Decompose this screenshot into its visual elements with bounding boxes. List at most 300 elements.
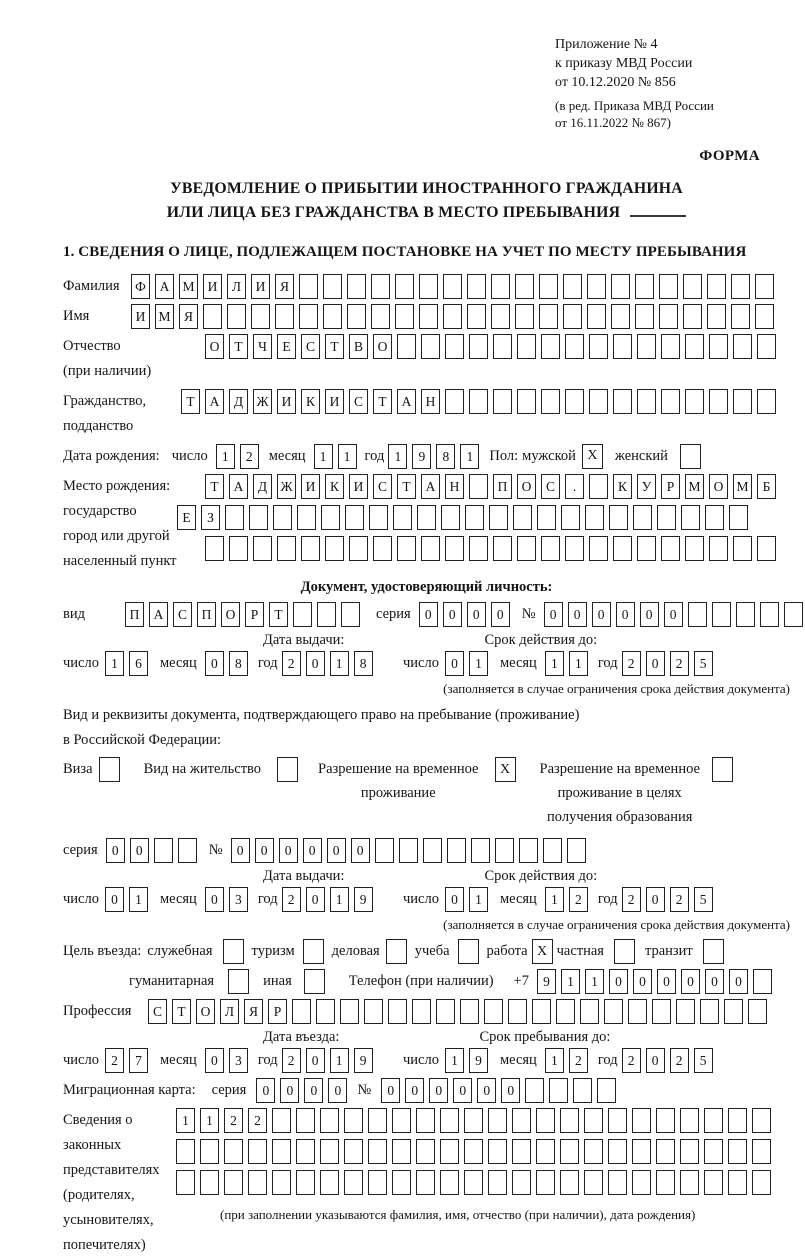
form-cell[interactable] bbox=[632, 1139, 651, 1164]
form-cell[interactable] bbox=[491, 304, 510, 329]
purpose-other-checkbox[interactable] bbox=[304, 969, 325, 994]
form-cell[interactable] bbox=[368, 1170, 387, 1195]
form-cell[interactable]: 9 bbox=[412, 444, 431, 469]
residence-issue-year-cells[interactable] bbox=[282, 887, 373, 912]
form-cell[interactable]: М bbox=[685, 474, 704, 499]
form-cell[interactable]: 2 bbox=[105, 1048, 124, 1073]
form-cell[interactable]: И bbox=[131, 304, 150, 329]
form-cell[interactable] bbox=[676, 999, 695, 1024]
stay-year-cells[interactable] bbox=[622, 1048, 713, 1073]
form-cell[interactable] bbox=[320, 1139, 339, 1164]
form-cell[interactable]: 0 bbox=[592, 602, 611, 627]
form-cell[interactable] bbox=[445, 536, 464, 561]
form-cell[interactable]: 1 bbox=[569, 651, 588, 676]
form-cell[interactable] bbox=[517, 389, 536, 414]
form-cell[interactable]: И bbox=[277, 389, 296, 414]
form-cell[interactable] bbox=[349, 536, 368, 561]
form-cell[interactable]: А bbox=[229, 474, 248, 499]
form-cell[interactable]: О bbox=[709, 474, 728, 499]
form-cell[interactable] bbox=[488, 1170, 507, 1195]
form-cell[interactable]: 0 bbox=[609, 969, 628, 994]
form-cell[interactable] bbox=[469, 389, 488, 414]
form-cell[interactable] bbox=[253, 536, 272, 561]
form-cell[interactable]: 1 bbox=[469, 651, 488, 676]
form-cell[interactable]: 0 bbox=[255, 838, 274, 863]
form-cell[interactable] bbox=[681, 505, 700, 530]
form-cell[interactable] bbox=[368, 1139, 387, 1164]
form-cell[interactable] bbox=[587, 274, 606, 299]
temp-residence-checkbox[interactable]: X bbox=[495, 757, 516, 782]
purpose-private-checkbox[interactable] bbox=[614, 939, 635, 964]
form-cell[interactable]: 3 bbox=[229, 1048, 248, 1073]
form-cell[interactable]: 0 bbox=[306, 1048, 325, 1073]
form-cell[interactable] bbox=[537, 505, 556, 530]
form-cell[interactable] bbox=[512, 1139, 531, 1164]
residence-valid-month-cells[interactable] bbox=[545, 887, 588, 912]
form-cell[interactable] bbox=[416, 1170, 435, 1195]
form-cell[interactable] bbox=[395, 274, 414, 299]
form-cell[interactable] bbox=[296, 1108, 315, 1133]
form-cell[interactable]: Ч bbox=[253, 334, 272, 359]
form-cell[interactable]: И bbox=[251, 274, 270, 299]
form-cell[interactable]: 0 bbox=[205, 887, 224, 912]
form-cell[interactable] bbox=[178, 838, 197, 863]
form-cell[interactable] bbox=[321, 505, 340, 530]
form-cell[interactable]: 1 bbox=[445, 1048, 464, 1073]
form-cell[interactable] bbox=[491, 274, 510, 299]
birth-place-cells-row2[interactable] bbox=[177, 505, 776, 530]
form-cell[interactable]: К bbox=[613, 474, 632, 499]
doc-series-cells[interactable] bbox=[419, 602, 510, 627]
residence-valid-year-cells[interactable] bbox=[622, 887, 713, 912]
form-cell[interactable]: Е bbox=[177, 505, 196, 530]
purpose-transit-checkbox[interactable] bbox=[703, 939, 724, 964]
form-cell[interactable] bbox=[421, 334, 440, 359]
form-cell[interactable] bbox=[323, 274, 342, 299]
form-cell[interactable] bbox=[657, 505, 676, 530]
form-cell[interactable] bbox=[316, 999, 335, 1024]
form-cell[interactable] bbox=[604, 999, 623, 1024]
form-cell[interactable] bbox=[272, 1170, 291, 1195]
form-cell[interactable]: 8 bbox=[354, 651, 373, 676]
form-cell[interactable] bbox=[341, 602, 360, 627]
form-cell[interactable]: 0 bbox=[303, 838, 322, 863]
form-cell[interactable]: 1 bbox=[314, 444, 333, 469]
form-cell[interactable] bbox=[447, 838, 466, 863]
form-cell[interactable]: 0 bbox=[568, 602, 587, 627]
form-cell[interactable] bbox=[512, 1170, 531, 1195]
form-cell[interactable]: 2 bbox=[248, 1108, 267, 1133]
form-cell[interactable]: Т bbox=[269, 602, 288, 627]
form-cell[interactable]: 2 bbox=[670, 651, 689, 676]
form-cell[interactable] bbox=[440, 1108, 459, 1133]
issue-day-cells[interactable] bbox=[105, 651, 148, 676]
form-cell[interactable]: 9 bbox=[537, 969, 556, 994]
form-cell[interactable] bbox=[700, 999, 719, 1024]
form-cell[interactable]: 0 bbox=[205, 651, 224, 676]
form-cell[interactable] bbox=[293, 602, 312, 627]
form-cell[interactable] bbox=[563, 304, 582, 329]
form-cell[interactable] bbox=[301, 536, 320, 561]
form-cell[interactable] bbox=[565, 389, 584, 414]
form-cell[interactable]: 0 bbox=[328, 1078, 347, 1103]
form-cell[interactable] bbox=[493, 389, 512, 414]
form-cell[interactable] bbox=[757, 389, 776, 414]
form-cell[interactable] bbox=[635, 274, 654, 299]
form-cell[interactable]: С bbox=[373, 474, 392, 499]
form-cell[interactable]: 1 bbox=[585, 969, 604, 994]
entry-day-cells[interactable] bbox=[105, 1048, 148, 1073]
form-cell[interactable]: 0 bbox=[544, 602, 563, 627]
form-cell[interactable] bbox=[560, 1139, 579, 1164]
form-cell[interactable]: Т bbox=[172, 999, 191, 1024]
form-cell[interactable] bbox=[515, 304, 534, 329]
form-cell[interactable]: А bbox=[205, 389, 224, 414]
form-cell[interactable] bbox=[635, 304, 654, 329]
purpose-humanitarian-checkbox[interactable] bbox=[228, 969, 249, 994]
form-cell[interactable] bbox=[712, 602, 731, 627]
form-cell[interactable]: П bbox=[125, 602, 144, 627]
form-cell[interactable]: 0 bbox=[443, 602, 462, 627]
form-cell[interactable]: Я bbox=[244, 999, 263, 1024]
form-cell[interactable] bbox=[388, 999, 407, 1024]
form-cell[interactable]: И bbox=[349, 474, 368, 499]
form-cell[interactable] bbox=[395, 304, 414, 329]
form-cell[interactable] bbox=[249, 505, 268, 530]
birth-day-cells[interactable] bbox=[216, 444, 259, 469]
form-cell[interactable] bbox=[251, 304, 270, 329]
form-cell[interactable] bbox=[541, 334, 560, 359]
form-cell[interactable] bbox=[277, 536, 296, 561]
form-cell[interactable]: Т bbox=[325, 334, 344, 359]
form-cell[interactable] bbox=[224, 1170, 243, 1195]
form-cell[interactable] bbox=[613, 334, 632, 359]
form-cell[interactable] bbox=[755, 274, 774, 299]
form-cell[interactable] bbox=[536, 1108, 555, 1133]
form-cell[interactable] bbox=[397, 536, 416, 561]
form-cell[interactable] bbox=[292, 999, 311, 1024]
form-cell[interactable] bbox=[248, 1170, 267, 1195]
form-cell[interactable] bbox=[392, 1139, 411, 1164]
form-cell[interactable]: 2 bbox=[670, 887, 689, 912]
form-cell[interactable]: 0 bbox=[280, 1078, 299, 1103]
form-cell[interactable] bbox=[755, 304, 774, 329]
form-cell[interactable]: 8 bbox=[436, 444, 455, 469]
form-cell[interactable] bbox=[488, 1139, 507, 1164]
form-cell[interactable] bbox=[299, 304, 318, 329]
form-cell[interactable]: 2 bbox=[622, 651, 641, 676]
form-cell[interactable] bbox=[707, 304, 726, 329]
form-cell[interactable] bbox=[440, 1170, 459, 1195]
form-cell[interactable] bbox=[584, 1170, 603, 1195]
form-cell[interactable]: В bbox=[349, 334, 368, 359]
form-cell[interactable] bbox=[399, 838, 418, 863]
representatives-cells-row1[interactable] bbox=[176, 1108, 771, 1133]
form-cell[interactable] bbox=[445, 389, 464, 414]
form-cell[interactable] bbox=[637, 334, 656, 359]
form-cell[interactable] bbox=[632, 1170, 651, 1195]
form-cell[interactable]: 0 bbox=[681, 969, 700, 994]
form-cell[interactable] bbox=[585, 505, 604, 530]
form-cell[interactable] bbox=[685, 334, 704, 359]
form-cell[interactable] bbox=[608, 1108, 627, 1133]
form-cell[interactable] bbox=[661, 334, 680, 359]
sex-male-checkbox[interactable]: X bbox=[582, 444, 603, 469]
form-cell[interactable]: 1 bbox=[200, 1108, 219, 1133]
form-cell[interactable]: К bbox=[325, 474, 344, 499]
form-cell[interactable] bbox=[488, 1108, 507, 1133]
form-cell[interactable] bbox=[320, 1108, 339, 1133]
form-cell[interactable] bbox=[320, 1170, 339, 1195]
valid-day-cells[interactable] bbox=[445, 651, 488, 676]
form-cell[interactable]: 3 bbox=[229, 887, 248, 912]
form-cell[interactable] bbox=[373, 536, 392, 561]
form-cell[interactable] bbox=[733, 389, 752, 414]
form-cell[interactable]: Л bbox=[220, 999, 239, 1024]
form-cell[interactable]: С bbox=[301, 334, 320, 359]
form-cell[interactable]: 8 bbox=[229, 651, 248, 676]
form-cell[interactable] bbox=[731, 274, 750, 299]
form-cell[interactable] bbox=[371, 304, 390, 329]
form-cell[interactable] bbox=[325, 536, 344, 561]
form-cell[interactable] bbox=[344, 1139, 363, 1164]
form-cell[interactable] bbox=[248, 1139, 267, 1164]
stay-month-cells[interactable] bbox=[545, 1048, 588, 1073]
form-cell[interactable] bbox=[628, 999, 647, 1024]
form-cell[interactable]: 1 bbox=[561, 969, 580, 994]
form-cell[interactable]: Ф bbox=[131, 274, 150, 299]
form-cell[interactable] bbox=[652, 999, 671, 1024]
form-cell[interactable] bbox=[344, 1108, 363, 1133]
form-cell[interactable] bbox=[688, 602, 707, 627]
form-cell[interactable] bbox=[517, 334, 536, 359]
representatives-cells-row2[interactable] bbox=[176, 1139, 771, 1164]
purpose-work-checkbox[interactable]: X bbox=[532, 939, 553, 964]
form-cell[interactable]: Ж bbox=[253, 389, 272, 414]
form-cell[interactable]: 0 bbox=[130, 838, 149, 863]
form-cell[interactable] bbox=[469, 474, 488, 499]
visa-checkbox[interactable] bbox=[99, 757, 120, 782]
form-cell[interactable]: О bbox=[205, 334, 224, 359]
form-cell[interactable]: 6 bbox=[129, 651, 148, 676]
form-cell[interactable] bbox=[661, 389, 680, 414]
form-cell[interactable] bbox=[608, 1139, 627, 1164]
form-cell[interactable]: 2 bbox=[622, 887, 641, 912]
form-cell[interactable]: 2 bbox=[569, 1048, 588, 1073]
form-cell[interactable] bbox=[375, 838, 394, 863]
form-cell[interactable]: Н bbox=[445, 474, 464, 499]
form-cell[interactable] bbox=[784, 602, 803, 627]
form-cell[interactable] bbox=[543, 838, 562, 863]
form-cell[interactable]: Т bbox=[229, 334, 248, 359]
form-cell[interactable]: 1 bbox=[460, 444, 479, 469]
form-cell[interactable] bbox=[613, 389, 632, 414]
form-cell[interactable]: 7 bbox=[129, 1048, 148, 1073]
form-cell[interactable]: 0 bbox=[491, 602, 510, 627]
form-cell[interactable] bbox=[416, 1108, 435, 1133]
form-cell[interactable] bbox=[392, 1170, 411, 1195]
form-cell[interactable]: 9 bbox=[354, 887, 373, 912]
form-cell[interactable]: О bbox=[373, 334, 392, 359]
form-cell[interactable]: 0 bbox=[646, 651, 665, 676]
form-cell[interactable] bbox=[536, 1139, 555, 1164]
form-cell[interactable] bbox=[421, 536, 440, 561]
form-cell[interactable] bbox=[661, 536, 680, 561]
form-cell[interactable] bbox=[464, 1139, 483, 1164]
form-cell[interactable]: Т bbox=[397, 474, 416, 499]
form-cell[interactable] bbox=[539, 304, 558, 329]
form-cell[interactable]: Т bbox=[373, 389, 392, 414]
form-cell[interactable] bbox=[416, 1139, 435, 1164]
form-cell[interactable] bbox=[683, 304, 702, 329]
form-cell[interactable]: 0 bbox=[327, 838, 346, 863]
issue-month-cells[interactable] bbox=[205, 651, 248, 676]
form-cell[interactable]: 0 bbox=[646, 1048, 665, 1073]
form-cell[interactable] bbox=[705, 505, 724, 530]
temp-residence-education-checkbox[interactable] bbox=[712, 757, 733, 782]
form-cell[interactable] bbox=[515, 274, 534, 299]
form-cell[interactable] bbox=[659, 274, 678, 299]
form-cell[interactable] bbox=[513, 505, 532, 530]
form-cell[interactable] bbox=[440, 1139, 459, 1164]
migration-number-cells[interactable] bbox=[381, 1078, 616, 1103]
form-cell[interactable] bbox=[736, 602, 755, 627]
form-cell[interactable] bbox=[709, 389, 728, 414]
form-cell[interactable]: 0 bbox=[729, 969, 748, 994]
form-cell[interactable] bbox=[565, 536, 584, 561]
form-cell[interactable] bbox=[419, 304, 438, 329]
form-cell[interactable]: З bbox=[201, 505, 220, 530]
form-cell[interactable]: А bbox=[155, 274, 174, 299]
form-cell[interactable]: 0 bbox=[640, 602, 659, 627]
form-cell[interactable]: И bbox=[325, 389, 344, 414]
birth-place-cells-row3[interactable] bbox=[205, 536, 776, 561]
doc-kind-cells[interactable] bbox=[125, 602, 360, 627]
form-cell[interactable] bbox=[489, 505, 508, 530]
form-cell[interactable] bbox=[517, 536, 536, 561]
form-cell[interactable] bbox=[685, 389, 704, 414]
form-cell[interactable] bbox=[508, 999, 527, 1024]
form-cell[interactable]: 2 bbox=[622, 1048, 641, 1073]
form-cell[interactable] bbox=[680, 1108, 699, 1133]
purpose-business-checkbox[interactable] bbox=[223, 939, 244, 964]
form-cell[interactable] bbox=[436, 999, 455, 1024]
form-cell[interactable] bbox=[637, 536, 656, 561]
form-cell[interactable] bbox=[392, 1108, 411, 1133]
entry-year-cells[interactable] bbox=[282, 1048, 373, 1073]
phone-cells[interactable] bbox=[537, 969, 772, 994]
form-cell[interactable] bbox=[560, 1170, 579, 1195]
form-cell[interactable]: 0 bbox=[304, 1078, 323, 1103]
form-cell[interactable]: С bbox=[541, 474, 560, 499]
form-cell[interactable] bbox=[611, 274, 630, 299]
form-cell[interactable]: 1 bbox=[338, 444, 357, 469]
form-cell[interactable] bbox=[296, 1170, 315, 1195]
form-cell[interactable]: 5 bbox=[694, 887, 713, 912]
form-cell[interactable] bbox=[200, 1170, 219, 1195]
form-cell[interactable] bbox=[417, 505, 436, 530]
form-cell[interactable]: И bbox=[203, 274, 222, 299]
form-cell[interactable]: 2 bbox=[240, 444, 259, 469]
form-cell[interactable] bbox=[757, 334, 776, 359]
form-cell[interactable] bbox=[752, 1170, 771, 1195]
form-cell[interactable] bbox=[469, 334, 488, 359]
form-cell[interactable]: Я bbox=[179, 304, 198, 329]
form-cell[interactable] bbox=[512, 1108, 531, 1133]
citizenship-cells[interactable] bbox=[181, 389, 776, 414]
form-cell[interactable] bbox=[347, 274, 366, 299]
form-cell[interactable] bbox=[656, 1108, 675, 1133]
form-cell[interactable] bbox=[589, 334, 608, 359]
form-cell[interactable]: . bbox=[565, 474, 584, 499]
form-cell[interactable]: 2 bbox=[282, 651, 301, 676]
form-cell[interactable] bbox=[469, 536, 488, 561]
form-cell[interactable] bbox=[549, 1078, 568, 1103]
form-cell[interactable] bbox=[443, 304, 462, 329]
form-cell[interactable] bbox=[275, 304, 294, 329]
form-cell[interactable] bbox=[580, 999, 599, 1024]
form-cell[interactable] bbox=[567, 838, 586, 863]
residence-issue-day-cells[interactable] bbox=[105, 887, 148, 912]
form-cell[interactable]: 0 bbox=[445, 887, 464, 912]
form-cell[interactable]: 9 bbox=[354, 1048, 373, 1073]
form-cell[interactable]: Н bbox=[421, 389, 440, 414]
form-cell[interactable] bbox=[565, 334, 584, 359]
form-cell[interactable] bbox=[680, 1170, 699, 1195]
form-cell[interactable]: И bbox=[301, 474, 320, 499]
form-cell[interactable] bbox=[611, 304, 630, 329]
form-cell[interactable] bbox=[445, 334, 464, 359]
form-cell[interactable] bbox=[525, 1078, 544, 1103]
form-cell[interactable] bbox=[541, 536, 560, 561]
form-cell[interactable]: 0 bbox=[405, 1078, 424, 1103]
form-cell[interactable]: 0 bbox=[279, 838, 298, 863]
form-cell[interactable] bbox=[760, 602, 779, 627]
form-cell[interactable] bbox=[597, 1078, 616, 1103]
form-cell[interactable]: 2 bbox=[224, 1108, 243, 1133]
stay-day-cells[interactable] bbox=[445, 1048, 488, 1073]
form-cell[interactable]: П bbox=[493, 474, 512, 499]
form-cell[interactable]: Я bbox=[275, 274, 294, 299]
form-cell[interactable]: 0 bbox=[256, 1078, 275, 1103]
form-cell[interactable] bbox=[460, 999, 479, 1024]
form-cell[interactable]: М bbox=[733, 474, 752, 499]
form-cell[interactable] bbox=[225, 505, 244, 530]
representatives-cells-row3[interactable] bbox=[176, 1170, 771, 1195]
form-cell[interactable] bbox=[493, 334, 512, 359]
form-cell[interactable]: 1 bbox=[330, 887, 349, 912]
form-cell[interactable]: Р bbox=[661, 474, 680, 499]
form-cell[interactable] bbox=[495, 838, 514, 863]
form-cell[interactable] bbox=[176, 1139, 195, 1164]
residence-valid-day-cells[interactable] bbox=[445, 887, 488, 912]
form-cell[interactable] bbox=[584, 1139, 603, 1164]
birth-month-cells[interactable] bbox=[314, 444, 357, 469]
form-cell[interactable] bbox=[423, 838, 442, 863]
form-cell[interactable] bbox=[364, 999, 383, 1024]
form-cell[interactable]: Р bbox=[268, 999, 287, 1024]
form-cell[interactable] bbox=[323, 304, 342, 329]
sex-female-checkbox[interactable] bbox=[680, 444, 701, 469]
form-cell[interactable]: М bbox=[179, 274, 198, 299]
form-cell[interactable] bbox=[683, 274, 702, 299]
form-cell[interactable] bbox=[709, 536, 728, 561]
form-cell[interactable]: 1 bbox=[388, 444, 407, 469]
form-cell[interactable]: 5 bbox=[694, 1048, 713, 1073]
form-cell[interactable]: 1 bbox=[176, 1108, 195, 1133]
form-cell[interactable] bbox=[317, 602, 336, 627]
form-cell[interactable]: 0 bbox=[306, 887, 325, 912]
